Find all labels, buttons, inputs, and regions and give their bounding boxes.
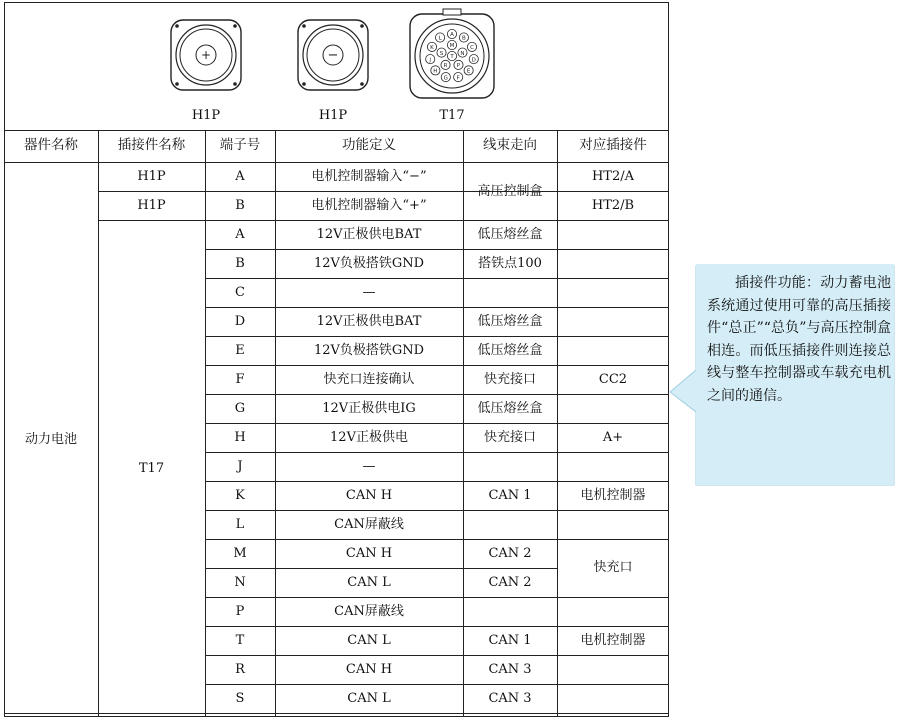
route-cell: 快充接口 xyxy=(483,372,536,387)
route-cell: 低压熔丝盒 xyxy=(477,343,543,358)
pin-cell: M xyxy=(233,546,247,561)
pin-letter: D xyxy=(471,57,476,64)
function-cell: 12V负极搭铁GND xyxy=(313,343,425,358)
mate-cell: CC2 xyxy=(598,372,628,387)
pin-letter: C xyxy=(470,45,474,52)
hv-route-merged-cell: 高压控制盒 xyxy=(477,183,543,199)
t17-connector-icon xyxy=(407,8,497,104)
fast-charge-mate-merged-cell: 快充口 xyxy=(593,559,633,575)
connector-name-cell: T17 xyxy=(138,461,165,476)
header-function: 功能定义 xyxy=(342,137,396,154)
pin-letter: A xyxy=(450,32,454,39)
mate-cell: 电机控制器 xyxy=(580,488,646,503)
function-cell: 电机控制器输入“+” xyxy=(311,198,427,213)
mate-cell xyxy=(557,307,669,336)
pin-letter: G xyxy=(443,75,448,82)
route-cell: CAN 3 xyxy=(488,662,532,677)
route-cell: CAN 2 xyxy=(488,546,532,561)
pin-cell: A xyxy=(235,227,245,242)
mate-cell: 电机控制器 xyxy=(580,633,646,648)
route-cell xyxy=(463,278,557,307)
pin-cell: R xyxy=(235,662,245,677)
route-cell: CAN 2 xyxy=(488,575,532,590)
connector-name-cell: H1P xyxy=(137,198,166,213)
function-cell: CAN H xyxy=(345,546,393,561)
route-cell: 搭铁点100 xyxy=(478,256,542,271)
mate-cell xyxy=(557,684,669,713)
header-connector-name: 插接件名称 xyxy=(117,137,186,154)
pin-letter: J xyxy=(429,57,432,64)
route-cell: 低压熔丝盒 xyxy=(477,314,543,329)
function-cell: 12V正极供电 xyxy=(330,430,408,445)
function-cell: CAN屏蔽线 xyxy=(334,604,404,619)
function-cell: — xyxy=(362,285,376,300)
function-cell: 12V负极搭铁GND xyxy=(313,256,425,271)
function-cell: CAN L xyxy=(347,691,391,706)
mate-cell xyxy=(557,336,669,365)
mate-cell xyxy=(557,249,669,278)
header-pin-number: 端子号 xyxy=(219,137,261,154)
function-cell: 快充口连接确认 xyxy=(323,372,415,387)
function-cell: CAN L xyxy=(347,633,391,648)
callout-text: 插接件功能：动力蓄电池系统通过使用可靠的高压插接件“总正”“总负”与高压控制盒相连。而低压插接件则连接总线与整车控制器或车载充电机之间的通信。 xyxy=(707,275,891,404)
route-cell: CAN 1 xyxy=(488,633,532,648)
pin-cell: S xyxy=(235,691,245,706)
mate-cell xyxy=(557,655,669,684)
callout xyxy=(669,262,899,492)
pin-cell: C xyxy=(235,285,245,300)
connector-label-t17: T17 xyxy=(439,108,465,123)
pin-letter: L xyxy=(438,35,442,42)
h1p-negative-connector-icon xyxy=(294,16,372,94)
function-cell: — xyxy=(362,459,376,474)
mate-cell xyxy=(557,510,669,539)
route-cell xyxy=(463,452,557,481)
header-device-name: 器件名称 xyxy=(24,137,78,154)
pin-cell: J xyxy=(237,459,243,474)
pin-letter: B xyxy=(462,35,466,42)
pin-cell: H xyxy=(234,430,246,445)
pin-cell: D xyxy=(234,314,246,329)
connector-table-figure xyxy=(4,2,669,718)
pin-cell: N xyxy=(234,575,246,590)
pin-letter: T xyxy=(450,54,454,61)
function-cell: CAN L xyxy=(347,575,391,590)
h1p-positive-connector-icon xyxy=(167,16,245,94)
pin-cell: G xyxy=(234,401,246,416)
pin-letter: S xyxy=(439,50,444,57)
function-cell: 12V正极供电BAT xyxy=(316,227,422,242)
connector-name-cell: H1P xyxy=(137,169,166,184)
function-cell: 12V正极供电IG xyxy=(322,401,416,416)
header-mating-connector: 对应插接件 xyxy=(579,137,647,154)
pin-cell: L xyxy=(235,517,245,532)
pin-letter: M xyxy=(449,43,455,50)
route-cell: CAN 1 xyxy=(488,488,532,503)
pin-letter: H xyxy=(433,68,438,75)
mate-cell: A+ xyxy=(602,430,624,445)
route-cell xyxy=(463,597,557,626)
pin-cell: F xyxy=(235,372,245,387)
pin-cell: B xyxy=(235,198,245,213)
function-cell: 12V正极供电BAT xyxy=(316,314,422,329)
connector-label-h1p-negative: H1P xyxy=(318,108,348,123)
device-name-cell: 动力电池 xyxy=(24,432,77,447)
function-cell: CAN H xyxy=(345,662,393,677)
function-cell: 电机控制器输入“−” xyxy=(311,169,427,184)
pin-letter: K xyxy=(430,45,434,52)
function-cell: CAN H xyxy=(345,488,393,503)
route-cell: 低压熔丝盒 xyxy=(477,401,543,416)
pin-letter: R xyxy=(443,63,448,70)
mate-cell xyxy=(557,394,669,423)
pin-cell: T xyxy=(235,633,245,648)
mate-cell xyxy=(557,220,669,249)
pin-letter: F xyxy=(456,75,460,82)
pin-letter: N xyxy=(460,50,465,57)
pin-cell: A xyxy=(235,169,245,184)
pin-cell: P xyxy=(235,604,245,619)
mate-cell xyxy=(557,597,669,626)
pin-cell: E xyxy=(235,343,245,358)
route-cell: 低压熔丝盒 xyxy=(477,227,543,242)
route-cell: 快充接口 xyxy=(483,430,536,445)
mate-cell: HT2/A xyxy=(591,169,635,184)
pin-cell: K xyxy=(235,488,245,503)
pin-letter: E xyxy=(466,68,471,75)
mate-cell xyxy=(557,278,669,307)
pin-letter: P xyxy=(456,63,461,70)
route-cell: CAN 3 xyxy=(488,691,532,706)
mate-cell xyxy=(557,452,669,481)
negative-symbol: − xyxy=(327,48,339,63)
pin-cell: B xyxy=(235,256,245,271)
function-cell: CAN屏蔽线 xyxy=(334,517,404,532)
route-cell xyxy=(463,510,557,539)
connector-label-h1p-positive: H1P xyxy=(191,108,221,123)
positive-symbol: + xyxy=(200,48,212,62)
header-harness-route: 线束走向 xyxy=(483,137,537,154)
mate-cell: HT2/B xyxy=(591,198,635,213)
